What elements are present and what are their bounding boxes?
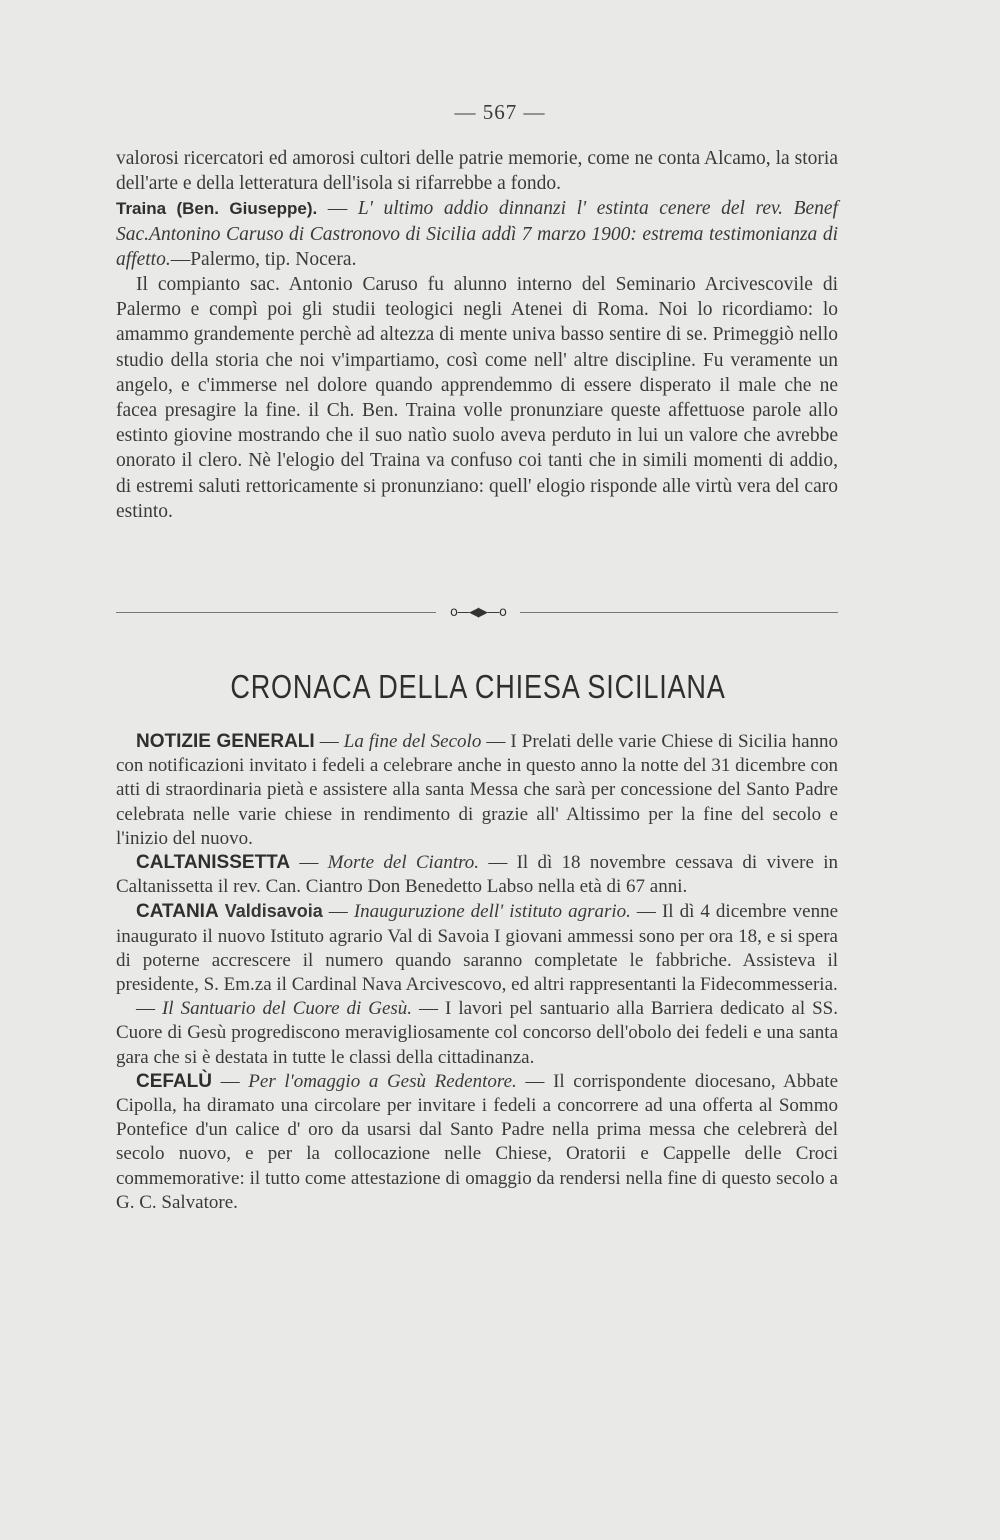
entry-title: Il Santuario del Cuore di Gesù. bbox=[161, 998, 413, 1020]
entry-caltanissetta bbox=[116, 851, 838, 899]
bibliography-author: Traina (Ben. Giuseppe). bbox=[116, 199, 318, 219]
body-paragraph: Il compianto sac. Antonio Caruso fu alunno interno del Seminario Arcivescovile di Palermo e compì poi gli studii teologici negli Atenei di Roma. Noi lo ricordiamo: lo amammo grandemente perchè ad altezza di mente univa basso sentire di se. Primeggiò nello studio della storia che noi v'impartiamo, così come nell' altre discipline. Fu veramente un angelo, e c'immerse nel dolore quando apprendemmo di essere disperato il male che ne facea presagire la fine. il Ch. Ben. Traina volle pronunziare queste affettuose parole allo estinto giovine mostrando che il suo natìo suolo aveva perduto in lui un valore che avrebbe onorato il clero. Nè l'elogio del Traina va confuso coi tanti che in simili momenti di addio, di estremi saluti rettoricamente si pronunziano: quell' elogio risponde alle virtù vera del caro estinto. bbox=[116, 274, 838, 522]
entry-lead: NOTIZIE GENERALI bbox=[136, 731, 315, 752]
divider-ornament: o—◀▶—o bbox=[436, 603, 520, 623]
entry-title: Morte del Ciantro. bbox=[327, 852, 480, 874]
entry-text: I lavori pel santuario alla Barriera dedicato al SS. Cuore di Gesù progrediscono meravigliosamente col concorso dell'obolo dei fedeli e una santa gara che si è destata in tutte le classi della cittadinanza. bbox=[116, 998, 838, 1068]
entry-separator: — bbox=[412, 998, 446, 1020]
chronicle-entries bbox=[116, 730, 838, 1215]
bibliography-publisher: —Palermo, tip. Nocera. bbox=[170, 248, 357, 270]
entry-dash: — bbox=[314, 731, 344, 752]
entry-title: Per l'omaggio a Gesù Redentore. bbox=[248, 1070, 517, 1092]
entry-title: La fine del Secolo bbox=[343, 731, 482, 752]
entry-lead: CATANIA bbox=[136, 901, 219, 923]
section-title: CRONACA DELLA CHIESA SICILIANA bbox=[230, 668, 726, 705]
entry-notizie-generali bbox=[116, 730, 838, 851]
entry-text: Il corrispondente diocesano, Abbate Cipolla, ha diramato una circolare per invitare i fedeli a concorrere ad una offerta al Sommo Pontefice d'un calice d' oro da usarsi dal Santo Padre nella prima messa che celebrerà del secolo nuovo, e per la collocazione nelle Chiese, Oratorii e Cappelle delle Croci commemorative: il tutto come attestazione di omaggio da rendersi nella fine di questo secolo a G. C. Salvatore. bbox=[116, 1070, 839, 1213]
previous-article-text bbox=[116, 146, 838, 524]
entry-text: Il dì 18 novembre cessava di vivere in Caltanissetta il rev. Can. Ciantro Don Benedetto Labso nella età di 67 anni. bbox=[116, 852, 838, 898]
bibliography-entry bbox=[116, 196, 838, 272]
entry-separator: — bbox=[479, 852, 517, 874]
entry-separator: — bbox=[516, 1070, 554, 1092]
entry-sublead: Valdisavoia bbox=[224, 901, 323, 922]
entry-title: Inauguruzione dell' istituto agrario. bbox=[353, 901, 631, 923]
entry-lead: CALTANISSETTA bbox=[136, 852, 291, 874]
entry-dash: — bbox=[322, 901, 354, 923]
entry-text: Il dì 4 dicembre venne inaugurato il nuovo Istituto agrario Val di Savoia I giovani ammessi sono per ora 18, e si spera di poterne accrescere il numero quando saranno completate le fabbriche. Assisteva il presidente, S. Em.za il Cardinal Nava Arcivescovo, ed altri rappresentanti la Fidecommesseria. bbox=[116, 901, 839, 996]
entry-separator: — bbox=[481, 731, 511, 752]
continuation-paragraph: valorosi ricercatori ed amorosi cultori delle patrie memorie, come ne conta Alcamo, la storia dell'arte e della letteratura dell'isola si rifarrebbe a fondo. bbox=[116, 148, 838, 195]
page-number: — 567 — bbox=[454, 100, 546, 124]
entry-text: I Prelati delle varie Chiese di Sicilia hanno con notificazioni invitato i fedeli a celebrare anche in questo anno la notte del 31 dicembre con atti di straordinaria pietà e assistere alla santa Messa che sarà per concessione del Santo Padre celebrata nelle varie chiese in rendimento di grazie all' Altissimo per la fine del secolo e l'inizio del nuovo. bbox=[116, 731, 839, 849]
entry-dash: — bbox=[212, 1070, 249, 1092]
entry-catania bbox=[116, 899, 838, 997]
bibliography-dash: — bbox=[317, 198, 358, 220]
entry-santuario bbox=[116, 997, 838, 1070]
entry-dash: — bbox=[290, 852, 328, 874]
entry-separator: — bbox=[630, 901, 662, 923]
entry-dash: — bbox=[136, 998, 162, 1020]
bibliography-title: L' ultimo addio dinnanzi l' estinta cenere del rev. Benef Sac.Antonino Caruso di Castronovo di Sicilia addì 7 marzo 1900: estrema testimonianza di affetto. bbox=[116, 198, 839, 270]
entry-lead: CEFALÙ bbox=[136, 1070, 212, 1092]
entry-cefalu bbox=[116, 1070, 838, 1215]
